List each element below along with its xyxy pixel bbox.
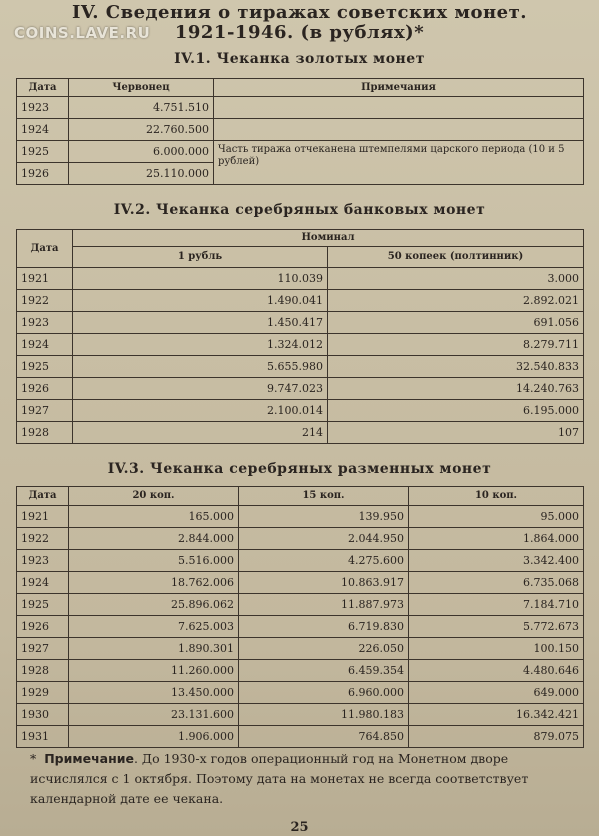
cell-20-kop: 23.131.600 (69, 704, 239, 726)
cell-50-kopecks: 691.056 (328, 312, 584, 334)
page-title-line2: 1921-1946. (в рублях)* (174, 22, 425, 43)
cell-20-kop: 165.000 (69, 506, 239, 528)
cell-date: 1925 (17, 141, 69, 163)
cell-date: 1926 (17, 616, 69, 638)
cell-50-kopecks: 3.000 (328, 268, 584, 290)
table-row (17, 422, 584, 444)
cell-1-rouble: 2.100.014 (73, 400, 328, 422)
table-row (17, 572, 584, 594)
table-row (17, 726, 584, 748)
table-row (17, 550, 584, 572)
cell-chervonets: 25.110.000 (69, 163, 214, 185)
cell-20-kop: 1.890.301 (69, 638, 239, 660)
column-header-nominal: Номинал (73, 230, 584, 247)
cell-chervonets: 6.000.000 (69, 141, 214, 163)
cell-1-rouble: 5.655.980 (73, 356, 328, 378)
section-title-silver-change: IV.3. Чеканка серебряных разменных монет (107, 461, 492, 477)
cell-date: 1921 (17, 268, 73, 290)
cell-20-kop: 1.906.000 (69, 726, 239, 748)
cell-15-kop: 4.275.600 (239, 550, 409, 572)
silver-change-table (16, 486, 584, 748)
cell-10-kop: 1.864.000 (409, 528, 584, 550)
cell-date: 1923 (17, 97, 69, 119)
cell-notes (214, 97, 584, 119)
cell-15-kop: 11.980.183 (239, 704, 409, 726)
cell-date: 1924 (17, 572, 69, 594)
table-row (17, 660, 584, 682)
cell-1-rouble: 9.747.023 (73, 378, 328, 400)
cell-50-kopecks: 32.540.833 (328, 356, 584, 378)
cell-1-rouble: 1.324.012 (73, 334, 328, 356)
table-row (17, 356, 584, 378)
watermark: COINS.LAVE.RU (14, 24, 151, 42)
cell-10-kop: 4.480.646 (409, 660, 584, 682)
table-row (17, 334, 584, 356)
cell-notes-text: Часть тиража отчеканена штемпелями царского периода (10 и 5 рублей) (214, 141, 584, 185)
table-row (17, 268, 584, 290)
column-header-15-kop: 15 коп. (239, 487, 409, 506)
cell-10-kop: 649.000 (409, 682, 584, 704)
cell-date: 1930 (17, 704, 69, 726)
cell-15-kop: 2.044.950 (239, 528, 409, 550)
footnote-text: . До 1930-х годов операционный год на Монетном дворе исчислялся с 1 октября. Поэтому дата на монетах не всегда соответствует календарной дате ее чекана. (30, 751, 529, 806)
cell-date: 1921 (17, 506, 69, 528)
cell-15-kop: 11.887.973 (239, 594, 409, 616)
cell-chervonets: 4.751.510 (69, 97, 214, 119)
cell-15-kop: 226.050 (239, 638, 409, 660)
cell-10-kop: 95.000 (409, 506, 584, 528)
cell-20-kop: 25.896.062 (69, 594, 239, 616)
cell-notes (214, 119, 584, 141)
cell-date: 1929 (17, 682, 69, 704)
table-row (17, 704, 584, 726)
cell-20-kop: 2.844.000 (69, 528, 239, 550)
table-row (17, 616, 584, 638)
cell-date: 1927 (17, 638, 69, 660)
cell-date: 1927 (17, 400, 73, 422)
table-row (17, 378, 584, 400)
cell-15-kop: 6.719.830 (239, 616, 409, 638)
cell-10-kop: 7.184.710 (409, 594, 584, 616)
cell-50-kopecks: 8.279.711 (328, 334, 584, 356)
cell-20-kop: 13.450.000 (69, 682, 239, 704)
cell-10-kop: 16.342.421 (409, 704, 584, 726)
cell-15-kop: 6.459.354 (239, 660, 409, 682)
cell-15-kop: 764.850 (239, 726, 409, 748)
page-number: 25 (290, 820, 309, 835)
cell-date: 1925 (17, 356, 73, 378)
table-row (17, 97, 584, 119)
cell-50-kopecks: 2.892.021 (328, 290, 584, 312)
cell-date: 1925 (17, 594, 69, 616)
column-header-notes: Примечания (214, 79, 584, 97)
cell-50-kopecks: 14.240.763 (328, 378, 584, 400)
cell-date: 1928 (17, 422, 73, 444)
cell-50-kopecks: 6.195.000 (328, 400, 584, 422)
cell-20-kop: 18.762.006 (69, 572, 239, 594)
column-header-10-kop: 10 коп. (409, 487, 584, 506)
cell-1-rouble: 1.450.417 (73, 312, 328, 334)
section-title-gold: IV.1. Чеканка золотых монет (174, 51, 425, 67)
cell-10-kop: 5.772.673 (409, 616, 584, 638)
table-row (17, 506, 584, 528)
cell-date: 1924 (17, 334, 73, 356)
footnote-label: Примечание (44, 751, 134, 766)
page-title-line1: IV. Сведения о тиражах советских монет. (71, 2, 528, 23)
table-row (17, 682, 584, 704)
column-header-1-rouble: 1 рубль (73, 247, 328, 268)
cell-10-kop: 879.075 (409, 726, 584, 748)
column-header-50-kopecks: 50 копеек (полтинник) (328, 247, 584, 268)
cell-date: 1922 (17, 290, 73, 312)
cell-date: 1931 (17, 726, 69, 748)
section-title-silver-bank: IV.2. Чеканка серебряных банковых монет (113, 202, 486, 218)
cell-15-kop: 139.950 (239, 506, 409, 528)
column-header-date: Дата (17, 79, 69, 97)
cell-1-rouble: 1.490.041 (73, 290, 328, 312)
cell-date: 1922 (17, 528, 69, 550)
table-row (17, 400, 584, 422)
cell-chervonets: 22.760.500 (69, 119, 214, 141)
column-header-date: Дата (17, 230, 73, 268)
cell-10-kop: 100.150 (409, 638, 584, 660)
cell-date: 1923 (17, 550, 69, 572)
footnote-star: * (30, 751, 37, 766)
cell-10-kop: 6.735.068 (409, 572, 584, 594)
table-row (17, 119, 584, 141)
table-row (17, 638, 584, 660)
cell-date: 1926 (17, 163, 69, 185)
cell-date: 1923 (17, 312, 73, 334)
cell-20-kop: 5.516.000 (69, 550, 239, 572)
table-row (17, 312, 584, 334)
silver-bank-table (16, 229, 584, 444)
table-row (17, 290, 584, 312)
gold-table (16, 78, 584, 185)
footnote (30, 749, 570, 809)
cell-date: 1926 (17, 378, 73, 400)
table-row (17, 594, 584, 616)
cell-50-kopecks: 107 (328, 422, 584, 444)
cell-1-rouble: 110.039 (73, 268, 328, 290)
cell-15-kop: 10.863.917 (239, 572, 409, 594)
cell-10-kop: 3.342.400 (409, 550, 584, 572)
table-row (17, 528, 584, 550)
table-row (17, 141, 584, 163)
cell-1-rouble: 214 (73, 422, 328, 444)
column-header-chervonets: Червонец (69, 79, 214, 97)
cell-15-kop: 6.960.000 (239, 682, 409, 704)
cell-20-kop: 11.260.000 (69, 660, 239, 682)
cell-date: 1924 (17, 119, 69, 141)
column-header-20-kop: 20 коп. (69, 487, 239, 506)
cell-20-kop: 7.625.003 (69, 616, 239, 638)
column-header-date: Дата (17, 487, 69, 506)
cell-date: 1928 (17, 660, 69, 682)
